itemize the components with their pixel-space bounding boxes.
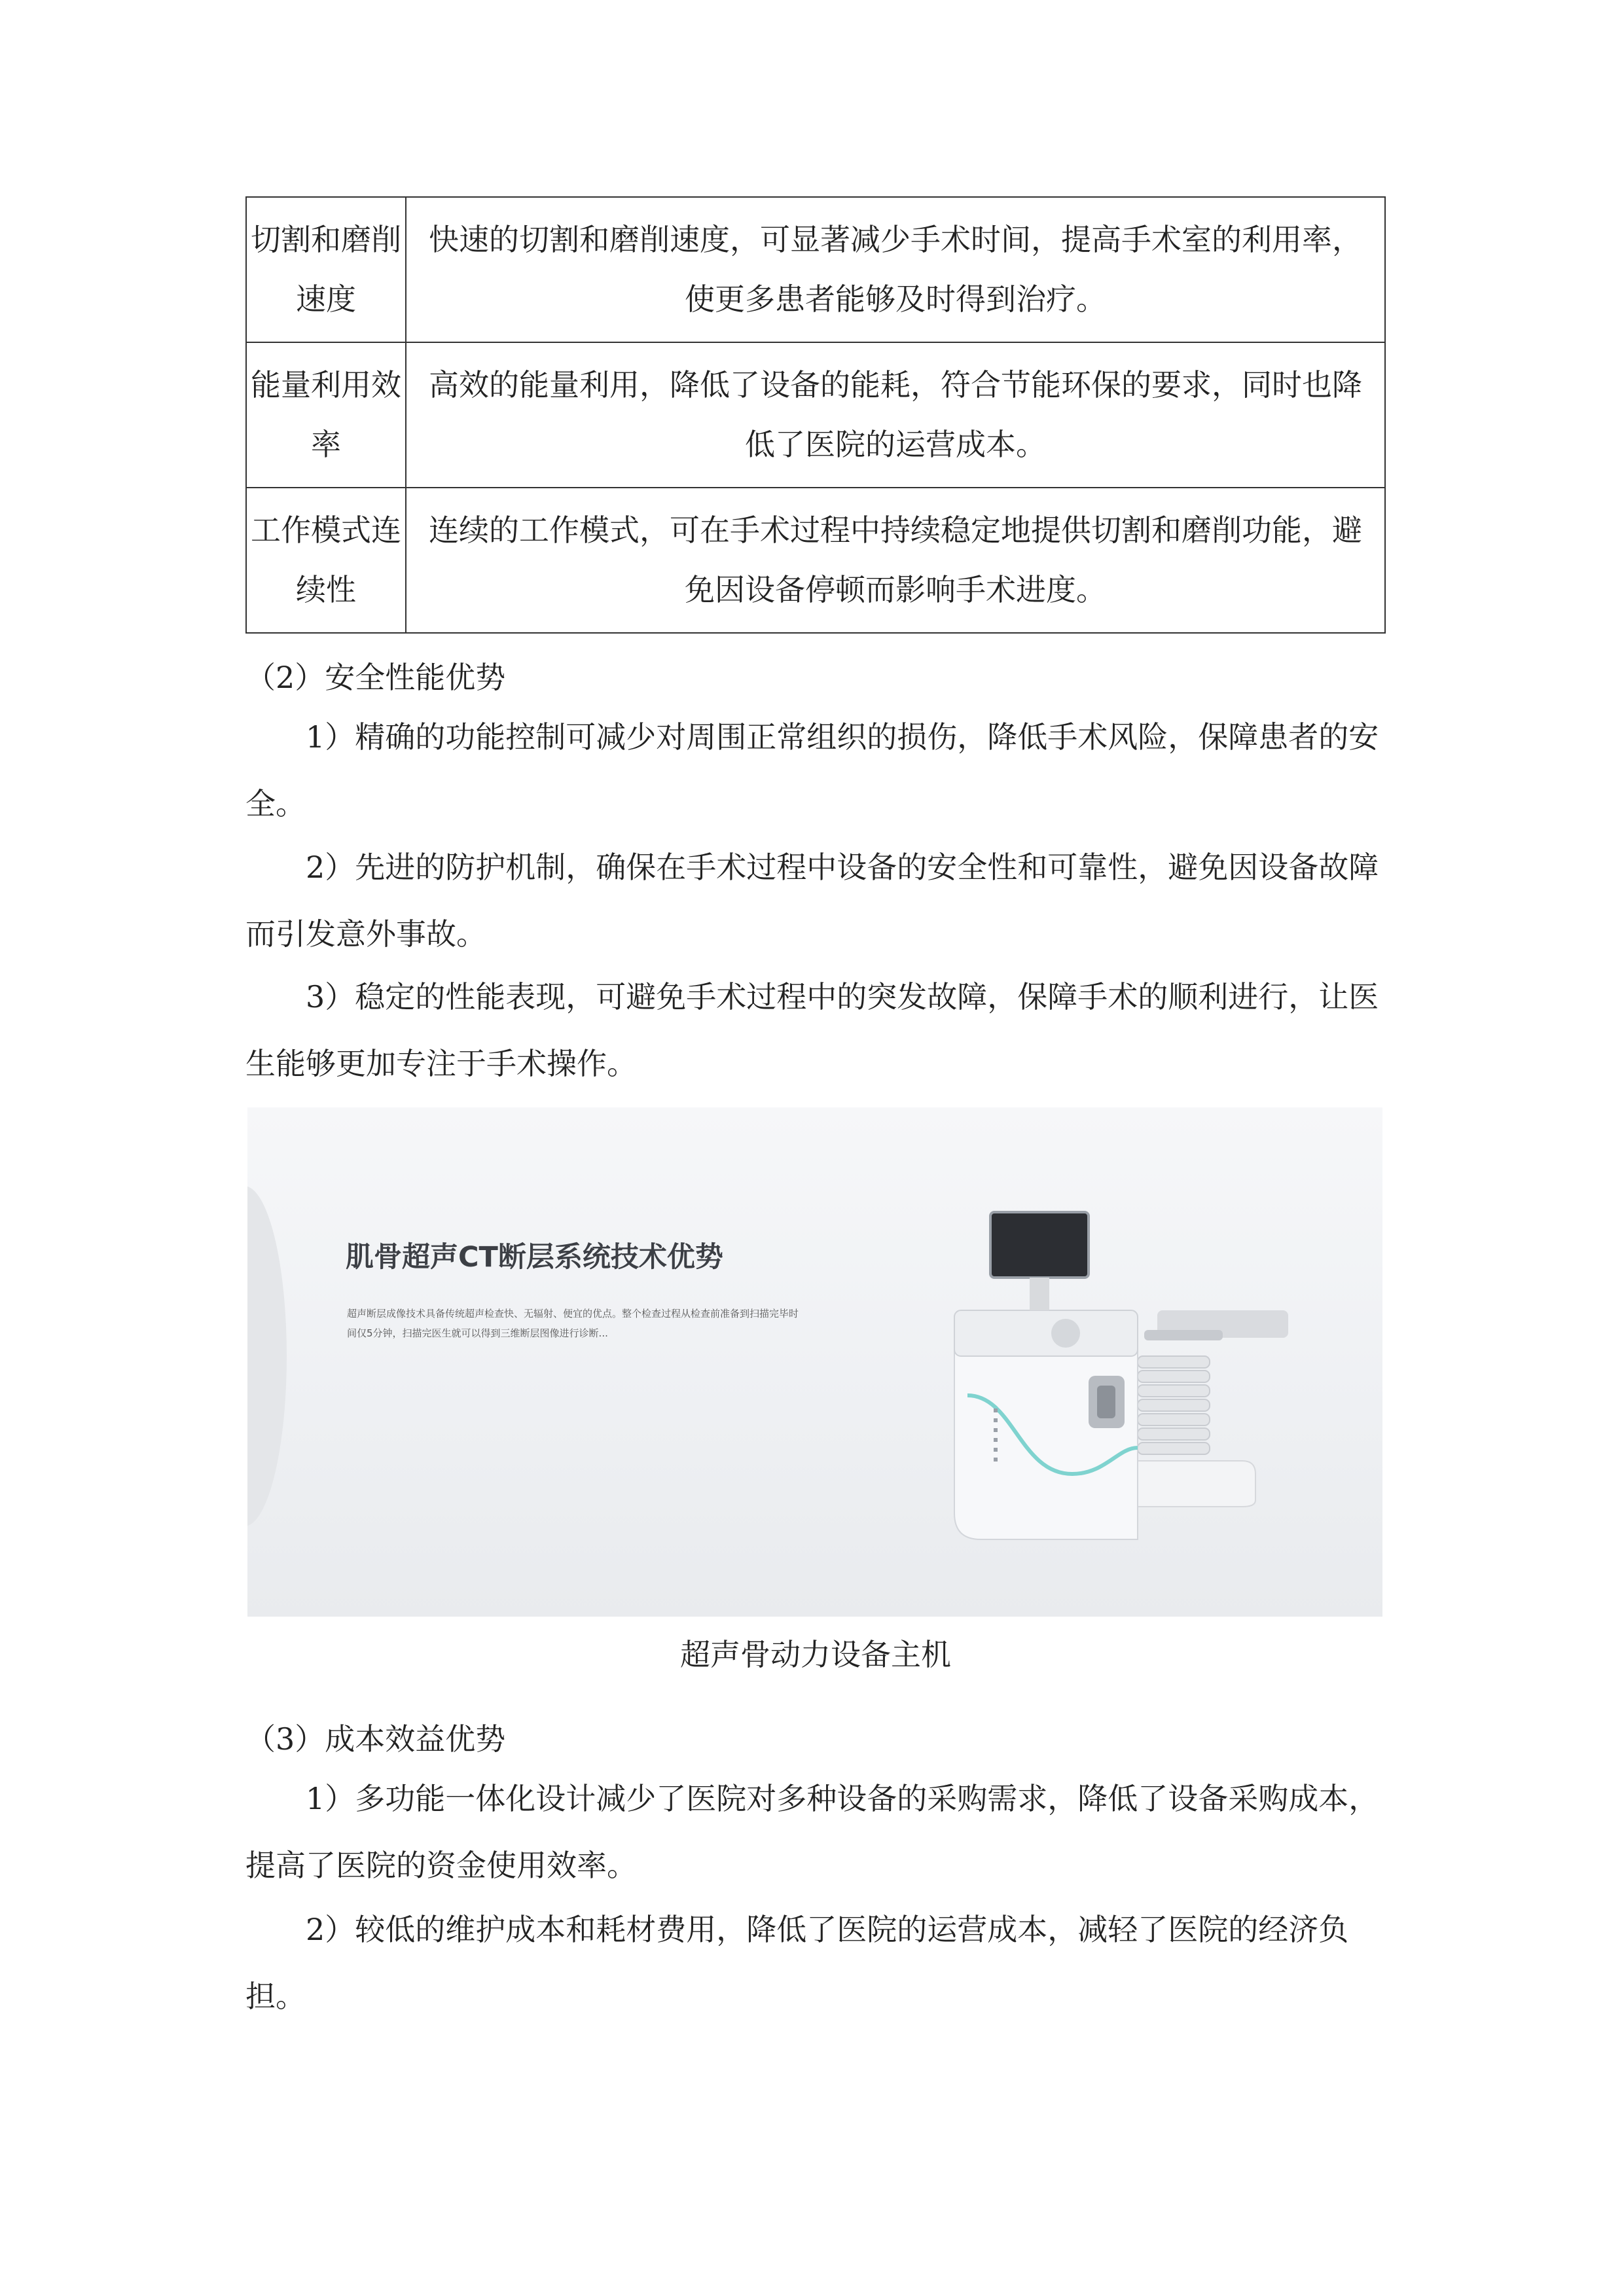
table-key-cell: 工作模式连续性 <box>246 488 406 633</box>
table-value-cell: 快速的切割和磨削速度，可显著减少手术时间，提高手术室的利用率，使更多患者能够及时得到治疗。 <box>406 197 1385 342</box>
background-arc <box>247 1186 287 1526</box>
table-row <box>246 342 1385 488</box>
ultrasound-device-illustration <box>941 1199 1334 1592</box>
cost-heading: （3）成本效益优势 <box>245 1721 506 1757</box>
cost-item: 2）较低的维护成本和耗材费用，降低了医院的运营成本，减轻了医院的经济负担。 <box>245 1912 1349 2014</box>
table-row <box>246 197 1385 342</box>
table-value-cell: 连续的工作模式，可在手术过程中持续稳定地提供切割和磨削功能，避免因设备停顿而影响手术进度。 <box>406 488 1385 633</box>
safety-item: 1）精确的功能控制可减少对周围正常组织的损伤，降低手术风险，保障患者的安全。 <box>245 719 1379 821</box>
figure-title: 肌骨超声CT断层系统技术优势 <box>346 1241 723 1274</box>
cost-item: 1）多功能一体化设计减少了医院对多种设备的采购需求，降低了设备采购成本，提高了医院的资金使用效率。 <box>245 1781 1379 1883</box>
figure-caption: 超声骨动力设备主机 <box>680 1637 951 1672</box>
advantage-table <box>245 196 1386 634</box>
safety-item: 2）先进的防护机制，确保在手术过程中设备的安全性和可靠性，避免因设备故障而引发意外事故。 <box>245 850 1379 952</box>
table-value-cell: 高效的能量利用，降低了设备的能耗，符合节能环保的要求，同时也降低了医院的运营成本。 <box>406 342 1385 488</box>
figure-body-text: 超声断层成像技术具备传统超声检查快、无辐射、便宜的优点。整个检查过程从检查前准备到扫描完毕时间仅5分钟，扫描完医生就可以得到三维断层图像进行诊断... <box>347 1308 799 1339</box>
device-figure <box>247 1107 1382 1617</box>
table-key-cell: 切割和磨削速度 <box>246 197 406 342</box>
safety-heading: （2）安全性能优势 <box>245 660 506 695</box>
safety-item: 3）稳定的性能表现，可避免手术过程中的突发故障，保障手术的顺利进行，让医生能够更加专注于手术操作。 <box>245 979 1379 1081</box>
table-key-cell: 能量利用效率 <box>246 342 406 488</box>
table-row <box>246 488 1385 633</box>
